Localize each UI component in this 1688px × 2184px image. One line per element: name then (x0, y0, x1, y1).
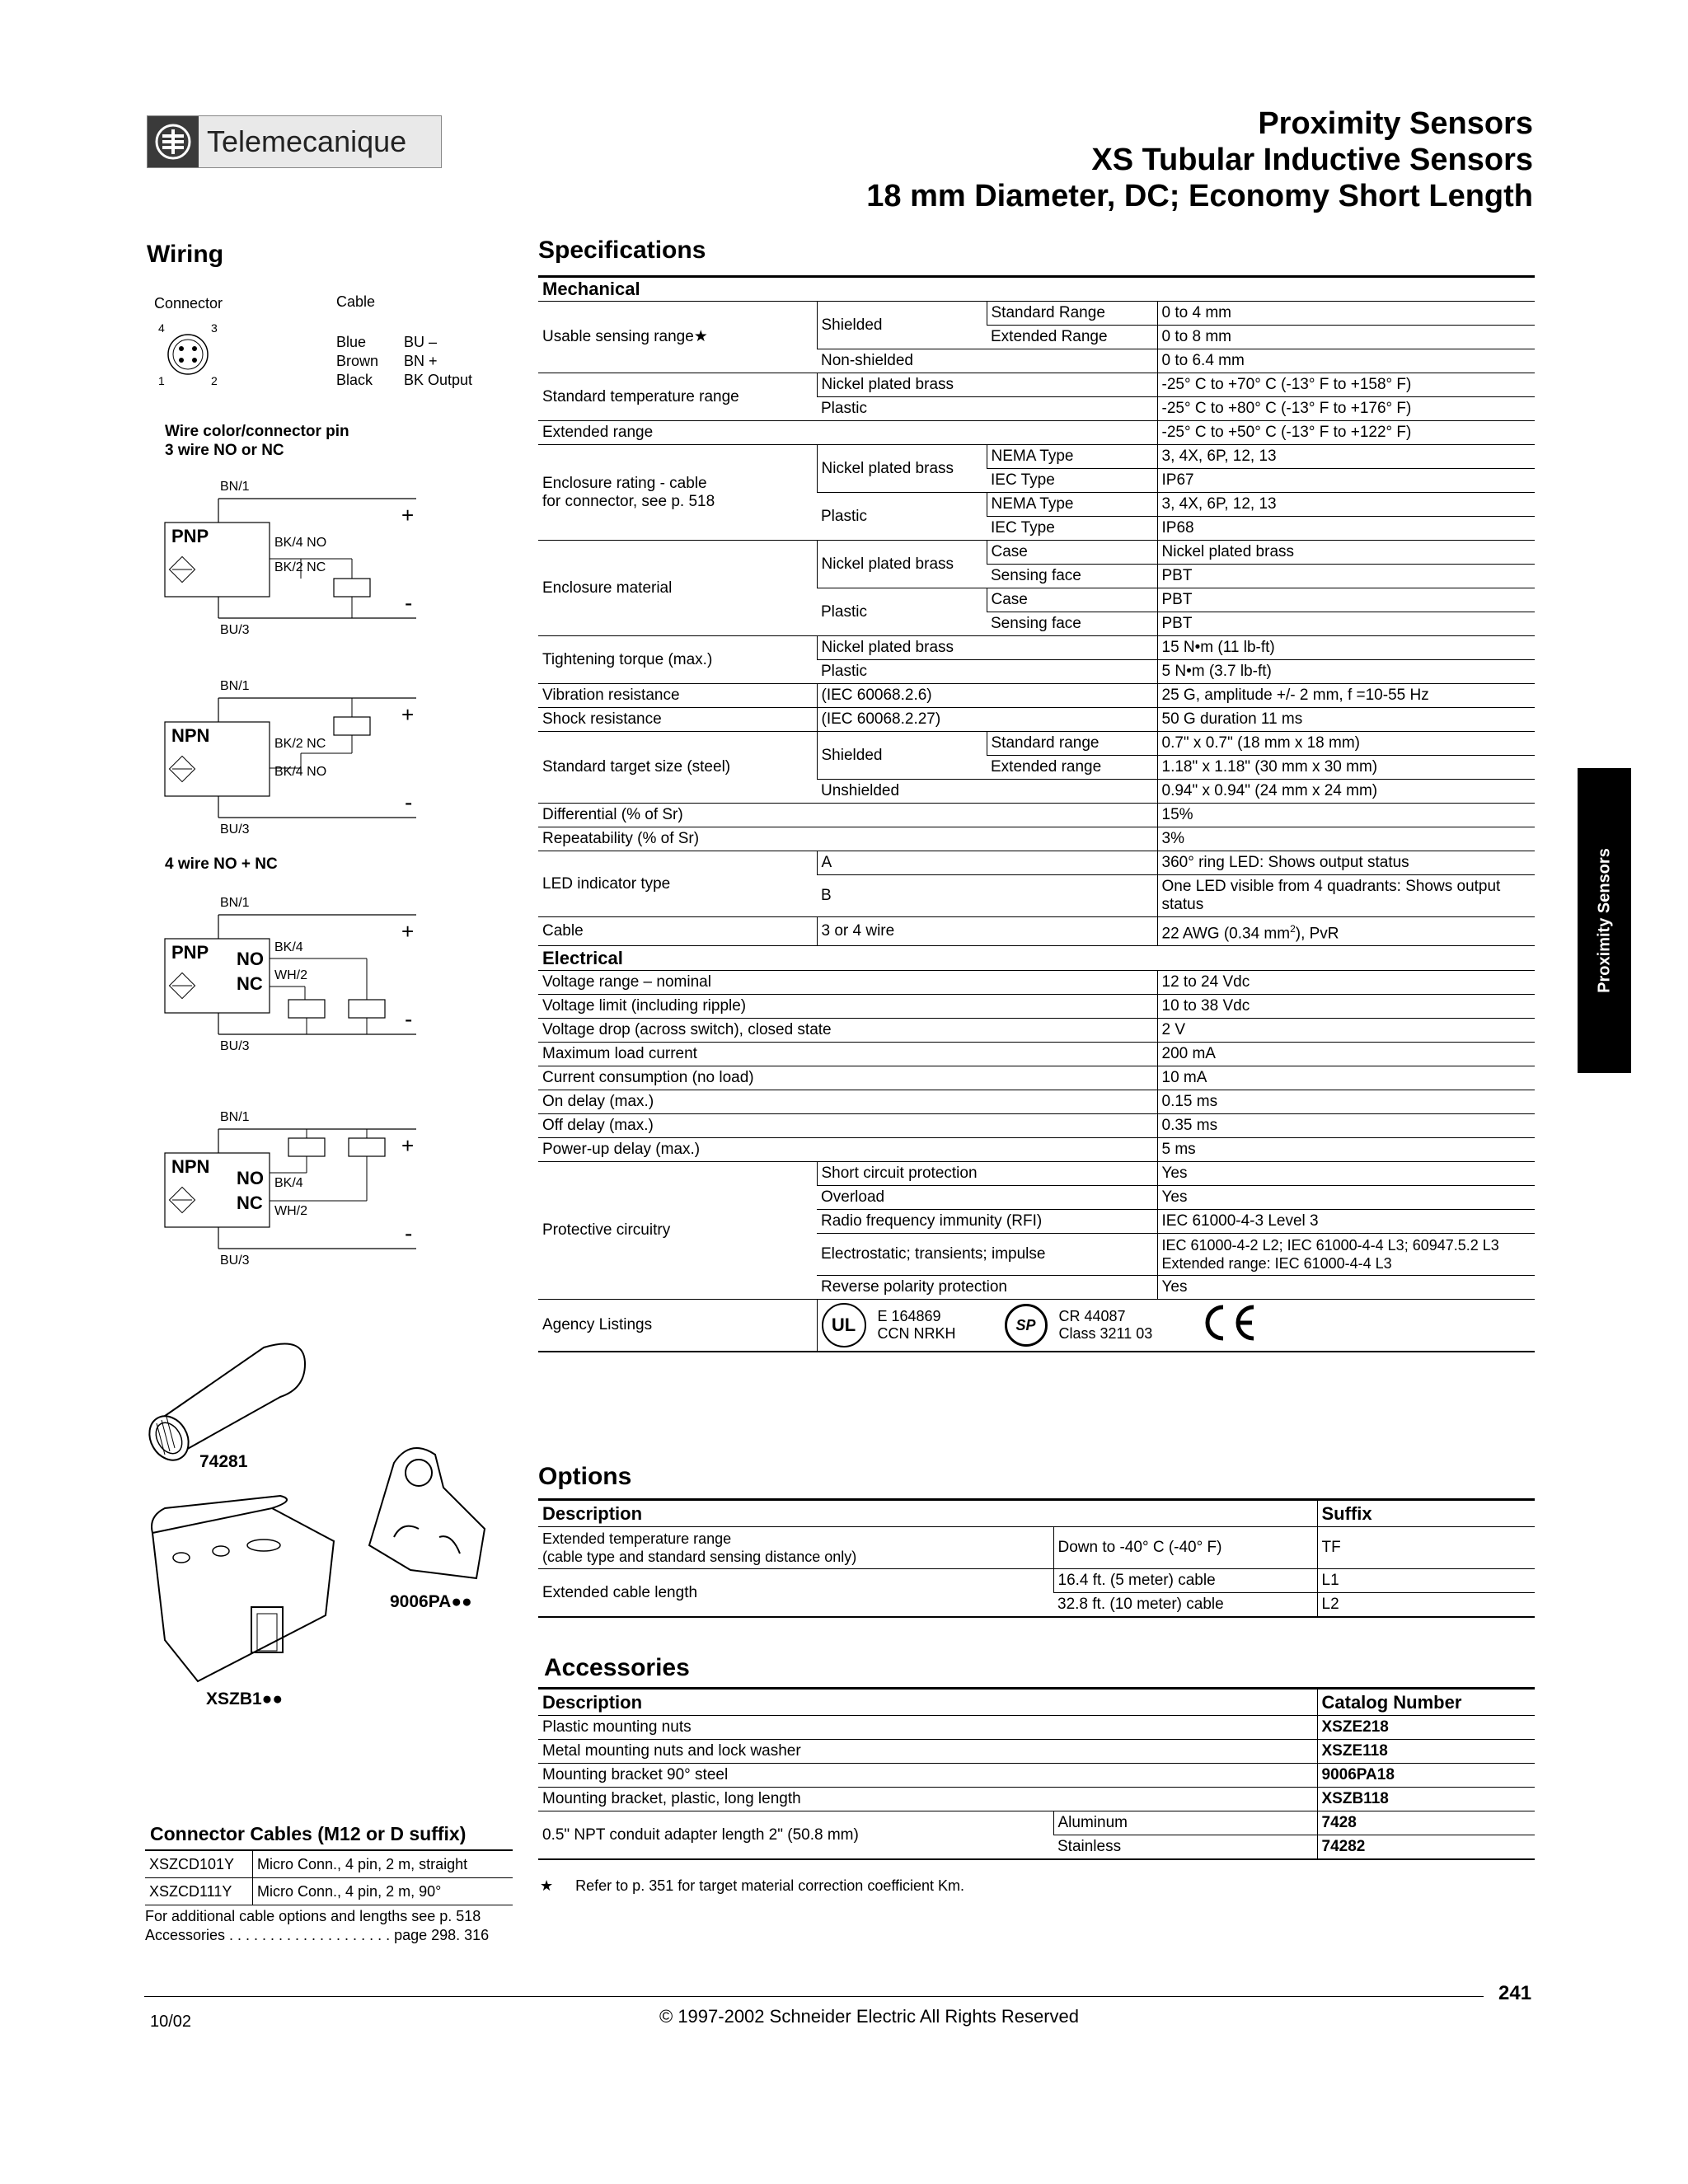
wire-bottom-label: BU/3 (220, 1039, 250, 1053)
table-row: Plastic mounting nuts XSZE218 (538, 1716, 1535, 1740)
footer-divider (144, 1996, 1484, 1997)
table-row: IEC Type IP68 (538, 517, 1535, 541)
table-row: Off delay (max.) 0.35 ms (538, 1114, 1535, 1138)
table-row: Protective circuitry Short circuit protection Yes (538, 1162, 1535, 1186)
table-row: Electrostatic; transients; impulse IEC 61000-4-2 L2; IEC 61000-4-4 L3; 60947.5.2 L3 Extended range: IEC 61000-4-4 L3 (538, 1234, 1535, 1276)
plus-terminal: + (401, 1133, 415, 1158)
minus-terminal: - (405, 1221, 413, 1246)
footnote: ★ Refer to p. 351 for target material correction coefficient Km. (540, 1877, 965, 1894)
table-row: Current consumption (no load) 10 mA (538, 1066, 1535, 1090)
wire-bottom-label: BU/3 (220, 1254, 250, 1268)
pin-label: 1 (158, 374, 165, 387)
connector-note: For additional cable options and lengths see p. 518 Accessories . . . . . . . . . . . . . . . . . . . . page 298. 316 (145, 1908, 490, 1943)
accessories-heading: Accessories (544, 1654, 690, 1681)
specifications-heading: Specifications (538, 237, 706, 264)
table-row: Mounting bracket 90° steel 9006PA18 (538, 1764, 1535, 1788)
footer-copyright: © 1997-2002 Schneider Electric All Rights Reserved (659, 2006, 1080, 2027)
table-row: Plastic Case PBT (538, 588, 1535, 612)
footer-date: 10/02 (150, 2013, 192, 2031)
connector-cables-table (145, 1849, 513, 1905)
table-row: Overload Yes (538, 1186, 1535, 1210)
no-label: NO (237, 949, 264, 969)
product-label-74281: 74281 (199, 1452, 248, 1471)
cable-row: Brown BN + (336, 353, 438, 369)
table-row: Plastic 5 N•m (3.7 lb-ft) (538, 660, 1535, 684)
table-row: Standard target size (steel) Shielded Standard range 0.7" x 0.7" (18 mm x 18 mm) (538, 732, 1535, 756)
table-row: Cable 3 or 4 wire 22 AWG (0.34 $mm^2$), PvR (538, 917, 1535, 946)
cable-label: Cable (336, 293, 376, 310)
connector-cables-heading: Connector Cables (M12 or D suffix) (150, 1823, 467, 1844)
table-row: IEC Type IP67 (538, 469, 1535, 493)
four-wire-heading: 4 wire NO + NC (165, 855, 278, 873)
table-row: On delay (max.) 0.15 ms (538, 1090, 1535, 1114)
conduit-adapter-image (140, 1331, 313, 1471)
ce-mark-icon (1194, 1302, 1260, 1348)
minus-terminal: - (405, 790, 413, 815)
cable-row: Blue BU – (336, 334, 438, 350)
csa-certified-icon: SP (1005, 1304, 1048, 1347)
connector-label: Connector (154, 295, 223, 312)
table-row: Enclosure rating - cable for connector, see p. 518 Nickel plated brass NEMA Type 3, 4X, 6P, 12, 13 (538, 445, 1535, 469)
pin-label: 4 (158, 321, 165, 335)
sensor-type-label: PNP (171, 526, 209, 546)
wire-label-1: BK/4 NO (274, 536, 327, 550)
plus-terminal: + (401, 503, 415, 527)
accessories-table (538, 1687, 1535, 1860)
table-row: Shock resistance (IEC 60068.2.27) 50 G duration 11 ms (538, 708, 1535, 732)
table-row: LED indicator type A 360° ring LED: Shows output status (538, 851, 1535, 875)
table-row: Voltage drop (across switch), closed state 2 V (538, 1019, 1535, 1043)
table-row: Extended range 1.18" x 1.18" (30 mm x 30 mm) (538, 756, 1535, 780)
brand-logo (147, 115, 442, 168)
wiring-heading: Wiring (147, 241, 224, 268)
options-heading: Options (538, 1463, 632, 1490)
wire-label-2: BK/4 NO (274, 765, 327, 779)
table-row: Metal mounting nuts and lock washer XSZE118 (538, 1740, 1535, 1764)
table-row: Voltage limit (including ripple) 10 to 38 Vdc (538, 995, 1535, 1019)
table-row: 0.5" NPT conduit adapter length 2" (50.8 mm) Aluminum 7428 (538, 1811, 1535, 1835)
plus-terminal: + (401, 919, 415, 944)
wire-top-label: BN/1 (220, 679, 250, 693)
section-side-tab: Proximity Sensors (1578, 768, 1631, 1073)
page-number: 241 (1498, 1982, 1532, 2004)
connector-pinout-icon (157, 321, 223, 387)
nc-label: NC (237, 1193, 263, 1213)
cable-code: XSZCD111Y (145, 1878, 253, 1905)
table-row: Sensing face PBT (538, 612, 1535, 636)
table-row: Usable sensing range★ Shielded Standard Range 0 to 4 mm (538, 302, 1535, 326)
wire-top-label: BN/1 (220, 480, 250, 494)
telemecanique-logo-icon (148, 116, 199, 167)
star-icon: ★ (540, 1877, 554, 1894)
cable-desc: Micro Conn., 4 pin, 2 m, 90° (253, 1878, 513, 1905)
wire-top-label: BN/1 (220, 896, 250, 910)
table-row (145, 1878, 513, 1905)
table-row: Extended Range 0 to 8 mm (538, 326, 1535, 349)
table-row: Unshielded 0.94" x 0.94" (24 mm x 24 mm) (538, 780, 1535, 804)
page-subtitle: XS Tubular Inductive Sensors (1091, 143, 1533, 177)
page-title-block (866, 105, 1533, 214)
sensor-type-label: NPN (171, 725, 210, 746)
plus-terminal: + (401, 702, 415, 727)
table-row: Plastic NEMA Type 3, 4X, 6P, 12, 13 (538, 493, 1535, 517)
table-row: Reverse polarity protection Yes (538, 1276, 1535, 1300)
wire-top-label: BN/1 (220, 1110, 250, 1124)
table-row: Standard temperature range Nickel plated brass -25° C to +70° C (-13° F to +158° F) (538, 373, 1535, 397)
cable-code: XSZCD101Y (145, 1850, 253, 1878)
wire-label-1: BK/4 (274, 1176, 303, 1190)
table-row: Sensing face PBT (538, 565, 1535, 588)
table-row: Extended temperature range (cable type and standard sensing distance only) Down to -40° C (-40° F) TF (538, 1527, 1535, 1569)
table-row: Extended cable length 16.4 ft. (5 meter) cable L1 (538, 1569, 1535, 1593)
wiring-diagram-pnp-3wire (161, 478, 433, 643)
table-row: Voltage range – nominal 12 to 24 Vdc (538, 971, 1535, 995)
table-row: B One LED visible from 4 quadrants: Shows output status (538, 875, 1535, 917)
page-title: Proximity Sensors (1258, 106, 1533, 141)
brand-name: Telemecanique (199, 116, 441, 167)
wire-label-2: WH/2 (274, 1204, 307, 1218)
plastic-bracket-image (148, 1492, 338, 1690)
wiring-diagram-pnp-4wire (161, 894, 433, 1059)
table-row: Vibration resistance (IEC 60068.2.6) 25 G, amplitude +/- 2 mm, f =10-55 Hz (538, 684, 1535, 708)
table-row: Repeatability (% of Sr) 3% (538, 827, 1535, 851)
table-row: Tightening torque (max.) Nickel plated brass 15 N•m (11 lb-ft) (538, 636, 1535, 660)
table-row: Extended range -25° C to +50° C (-13° F to +122° F) (538, 421, 1535, 445)
table-row: Agency Listings UL E 164869 CCN NRKH SP CR 44087 Class 3211 03 (538, 1300, 1535, 1352)
specifications-table (538, 275, 1535, 1352)
wire-label-1: BK/4 (274, 940, 303, 954)
minus-terminal: - (405, 590, 413, 616)
table-row (145, 1850, 513, 1878)
nc-label: NC (237, 973, 263, 994)
cable-row: Black BK Output (336, 372, 473, 388)
wiring-diagram-npn-3wire (161, 677, 433, 842)
wire-label-2: WH/2 (274, 968, 307, 982)
sensor-type-label: PNP (171, 942, 209, 963)
mounting-bracket-image (361, 1438, 493, 1586)
table-row: Power-up delay (max.) 5 ms (538, 1138, 1535, 1162)
product-label-xszb1: XSZB1●● (206, 1690, 284, 1708)
agency-listings-cell: UL E 164869 CCN NRKH SP CR 44087 Class 3211 03 (817, 1300, 1535, 1352)
table-row: Differential (% of Sr) 15% (538, 804, 1535, 827)
no-label: NO (237, 1168, 264, 1188)
minus-terminal: - (405, 1006, 413, 1032)
table-row: Plastic -25° C to +80° C (-13° F to +176° F) (538, 397, 1535, 421)
options-table (538, 1498, 1535, 1618)
table-section: Mechanical (538, 277, 1535, 302)
wire-label-1: BK/2 NC (274, 737, 326, 751)
pin-label: 3 (211, 321, 218, 335)
table-row: 32.8 ft. (10 meter) cable L2 (538, 1593, 1535, 1618)
cable-color-list (336, 333, 472, 390)
table-row: Radio frequency immunity (RFI) IEC 61000-4-3 Level 3 (538, 1210, 1535, 1234)
wiring-diagram-npn-4wire (161, 1108, 433, 1273)
ul-listed-icon: UL (822, 1303, 866, 1347)
wire-bottom-label: BU/3 (220, 823, 250, 837)
sensor-type-label: NPN (171, 1156, 210, 1177)
wire-color-heading: Wire color/connector pin 3 wire NO or NC (165, 423, 349, 459)
table-header: Description Catalog Number (538, 1689, 1535, 1716)
wire-label-2: BK/2 NC (274, 560, 326, 574)
table-row: Stainless 74282 (538, 1835, 1535, 1860)
page-subtitle-2: 18 mm Diameter, DC; Economy Short Length (866, 179, 1533, 213)
pin-label: 2 (211, 374, 218, 387)
table-row: Enclosure material Nickel plated brass Case Nickel plated brass (538, 541, 1535, 565)
product-label-9006pa: 9006PA●● (390, 1592, 472, 1611)
table-row: Maximum load current 200 mA (538, 1043, 1535, 1066)
wire-bottom-label: BU/3 (220, 623, 250, 637)
table-header: Description Suffix (538, 1500, 1535, 1527)
cable-desc: Micro Conn., 4 pin, 2 m, straight (253, 1850, 513, 1878)
table-row: Mounting bracket, plastic, long length XSZB118 (538, 1788, 1535, 1811)
table-section: Electrical (538, 946, 1535, 971)
table-row: Non-shielded 0 to 6.4 mm (538, 349, 1535, 373)
